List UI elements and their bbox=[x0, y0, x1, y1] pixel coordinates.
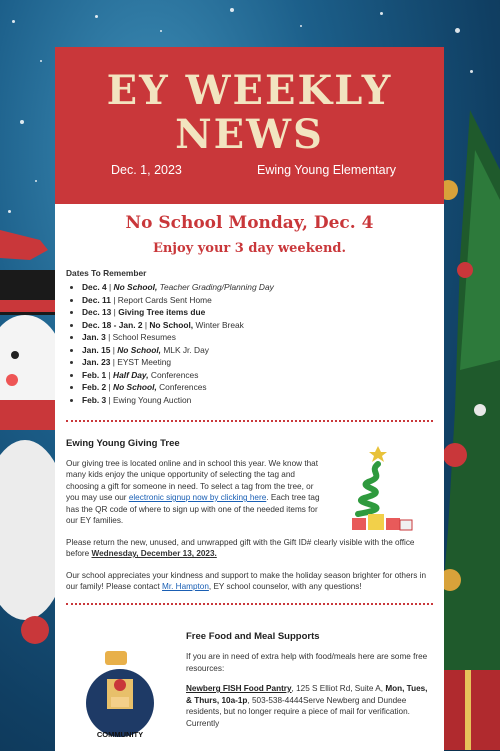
date-item-emphasis: Giving Tree items due bbox=[118, 307, 206, 317]
date-item-description: Report Cards Sent Home bbox=[117, 294, 212, 305]
electronic-signup-link[interactable]: electronic signup now by clicking here bbox=[128, 493, 267, 502]
date-item-date: Feb. 1 bbox=[82, 369, 107, 380]
date-item bbox=[82, 331, 433, 344]
snowman-decoration bbox=[0, 230, 60, 751]
counselor-link[interactable]: Mr. Hampton bbox=[162, 582, 209, 591]
newsletter-title bbox=[55, 47, 444, 157]
date-item-separator: | bbox=[142, 319, 150, 330]
date-item-date: Dec. 18 - Jan. 2 bbox=[82, 319, 143, 330]
newsletter-card bbox=[55, 47, 444, 751]
date-item-description: EYST Meeting bbox=[117, 357, 172, 367]
date-item-description: Winter Break bbox=[193, 319, 244, 330]
date-item-emphasis: No School, bbox=[113, 382, 157, 392]
food-text bbox=[186, 631, 433, 730]
giving-p3-after: , EY school counselor, with any questions! bbox=[208, 582, 362, 591]
newsletter-header bbox=[55, 47, 444, 204]
giving-p3-text: Our school appreciates your kindness and support to make the holiday season brighter for others in our family! Please contact bbox=[66, 570, 426, 591]
date-item-date: Jan. 3 bbox=[82, 332, 106, 342]
section-divider-2 bbox=[66, 603, 433, 605]
date-item bbox=[82, 356, 433, 369]
date-item-date: Jan. 23 bbox=[82, 357, 111, 367]
date-item-date: Feb. 3 bbox=[82, 394, 107, 405]
christmas-tree-illustration bbox=[338, 442, 418, 538]
dates-label: Dates To Remember bbox=[66, 268, 147, 278]
date-item bbox=[82, 369, 433, 382]
giving-p1-text: Our giving tree is located online and in school this year. We know that many kids enjoy the unique opportunity of selecting the tag and choosing a gift for someone in need. To select a tag from the tree, or you may use our bbox=[66, 458, 318, 502]
giving-tree-paragraph-2 bbox=[66, 537, 433, 560]
date-item-separator: | bbox=[110, 294, 118, 305]
food-support-section bbox=[55, 630, 444, 739]
community-badge-text: COMMUNITY bbox=[96, 729, 144, 739]
pantry-address: , 125 S Elliot Rd, Suite A, bbox=[291, 684, 386, 693]
date-item-separator: | bbox=[106, 382, 114, 392]
giving-tree-title: Ewing Young Giving Tree bbox=[66, 438, 180, 449]
food-pantry-info bbox=[186, 683, 433, 729]
newsletter-date: Dec. 1, 2023 bbox=[111, 163, 182, 177]
title-line-2: NEWS bbox=[175, 111, 324, 158]
date-item-date: Dec. 4 bbox=[82, 282, 107, 292]
pantry-details: , 503-538-4444Serve Newberg and Dundee residents, but no longer require a piece of mail for verification. Currently bbox=[186, 695, 410, 728]
date-item-emphasis: No School, bbox=[149, 319, 194, 330]
giving-tree-paragraph-1 bbox=[66, 458, 324, 527]
due-date: Wednesday, December 13, 2023. bbox=[91, 549, 217, 558]
food-title: Free Food and Meal Supports bbox=[186, 630, 320, 642]
date-item-date: Jan. 15 bbox=[82, 344, 111, 355]
date-item-description: Teacher Grading/Planning Day bbox=[157, 282, 274, 292]
date-item-description: MLK Jr. Day bbox=[161, 344, 209, 355]
date-item bbox=[82, 294, 433, 307]
date-item-description: Conferences bbox=[156, 382, 207, 392]
date-item-date: Dec. 13 bbox=[82, 307, 112, 317]
fish-food-pantry-link[interactable]: Newberg FISH Food Pantry bbox=[186, 684, 292, 693]
school-name: Ewing Young Elementary bbox=[257, 163, 396, 177]
pantry-hours: Mon, Tues, & Thurs, 10a-1p bbox=[186, 684, 428, 705]
giving-tree-section bbox=[55, 438, 444, 593]
date-item-emphasis: No School, bbox=[117, 344, 161, 355]
date-item bbox=[82, 394, 433, 407]
date-item-date: Feb. 2 bbox=[82, 382, 107, 392]
date-item bbox=[82, 381, 433, 394]
date-item-separator: | bbox=[111, 307, 119, 317]
date-item-description: School Resumes bbox=[112, 332, 176, 342]
announcement-headline: No School Monday, Dec. 4 bbox=[125, 213, 374, 233]
announcement-subhead: Enjoy your 3 day weekend. bbox=[152, 241, 347, 256]
date-item-separator: | bbox=[110, 344, 118, 355]
date-item-description: Ewing Young Auction bbox=[113, 394, 192, 405]
date-item-emphasis: Half Day, bbox=[113, 369, 149, 380]
date-item-separator: | bbox=[110, 357, 118, 367]
date-item bbox=[82, 281, 433, 294]
giving-tree-paragraph-3 bbox=[66, 570, 433, 593]
community-pantry-icon bbox=[83, 645, 157, 740]
date-item-separator: | bbox=[106, 282, 114, 292]
title-line-1: EY WEEKLY bbox=[106, 67, 393, 114]
dates-list bbox=[66, 281, 433, 406]
giving-p2-text: Please return the new, unused, and unwrapped gift with the Gift ID# clearly visible with the office before bbox=[66, 537, 415, 558]
dates-to-remember bbox=[55, 268, 444, 406]
giving-p1-after: . Each tree tag has the QR code of where to sign up with one of the needed items for our EY families. bbox=[66, 493, 320, 525]
date-item-emphasis: No School, bbox=[113, 282, 158, 292]
section-divider bbox=[66, 420, 433, 422]
date-item-separator: | bbox=[105, 332, 113, 342]
date-item-description: Conferences bbox=[148, 369, 199, 380]
date-item bbox=[82, 344, 433, 357]
date-item-date: Dec. 11 bbox=[82, 294, 111, 305]
date-item bbox=[82, 319, 433, 332]
date-item bbox=[82, 306, 433, 319]
date-item-separator: | bbox=[106, 394, 114, 405]
food-intro: If you are in need of extra help with food/meals here are some free resources: bbox=[186, 652, 428, 673]
date-item-separator: | bbox=[106, 369, 114, 380]
